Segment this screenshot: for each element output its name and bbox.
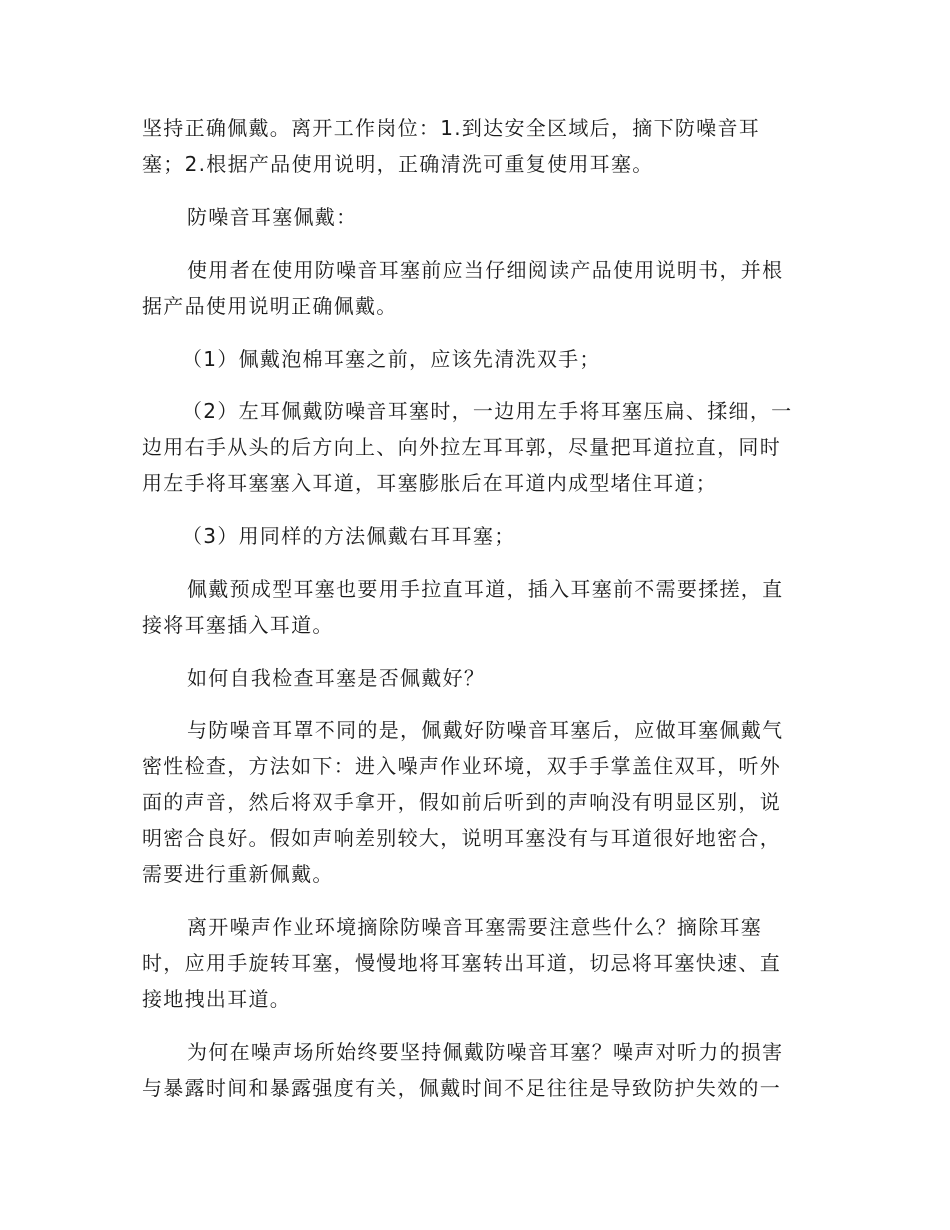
text-line: 塞；2.根据产品使用说明，正确清洗可重复使用耳塞。 — [142, 152, 654, 176]
text-line: 与暴露时间和暴露强度有关，佩戴时间不足往往是导致防护失效的一 — [142, 1076, 781, 1100]
list-item: （1）佩戴泡棉耳塞之前，应该先清洗双手； — [182, 347, 601, 371]
text-line: 明密合良好。假如声响差别较大，说明耳塞没有与耳道很好地密合， — [142, 826, 781, 850]
text-line: 与防噪音耳罩不同的是，佩戴好防噪音耳塞后，应做耳塞佩戴气 — [187, 718, 784, 742]
text-line: 用左手将耳塞塞入耳道，耳塞膨胀后在耳道内成型堵住耳道； — [142, 471, 718, 495]
text-line: 需要进行重新佩戴。 — [142, 862, 334, 886]
text-line: 坚持正确佩戴。离开工作岗位：1.到达安全区域后，摘下防噪音耳 — [142, 116, 761, 140]
text-line: 据产品使用说明正确佩戴。 — [142, 294, 398, 318]
text-line: 密性检查，方法如下：进入噪声作业环境，双手手掌盖住双耳，听外 — [142, 754, 781, 778]
text-line: 边用右手从头的后方向上、向外拉左耳耳郭，尽量把耳道拉直，同时 — [142, 435, 781, 459]
text-line: 佩戴预成型耳塞也要用手拉直耳道，插入耳塞前不需要揉搓，直 — [187, 577, 784, 601]
section-heading: 如何自我检查耳塞是否佩戴好？ — [187, 666, 486, 690]
text-line: 接将耳塞插入耳道。 — [142, 613, 334, 637]
text-line: 面的声音，然后将双手拿开，假如前后听到的声响没有明显区别，说 — [142, 790, 781, 814]
text-line: 为何在噪声场所始终要坚持佩戴防噪音耳塞？噪声对听力的损害 — [187, 1040, 784, 1064]
text-line: 离开噪声作业环境摘除防噪音耳塞需要注意些什么？摘除耳塞 — [187, 915, 763, 939]
text-line: 时，应用手旋转耳塞，慢慢地将耳塞转出耳道，切忌将耳塞快速、直 — [142, 951, 781, 975]
list-item: （2）左耳佩戴防噪音耳塞时，一边用左手将耳塞压扁、揉细，一 — [182, 399, 793, 423]
text-line: 接地拽出耳道。 — [142, 987, 292, 1011]
section-heading: 防噪音耳塞佩戴： — [187, 205, 358, 229]
list-item: （3）用同样的方法佩戴右耳耳塞； — [182, 524, 516, 548]
text-line: 使用者在使用防噪音耳塞前应当仔细阅读产品使用说明书，并根 — [187, 258, 784, 282]
